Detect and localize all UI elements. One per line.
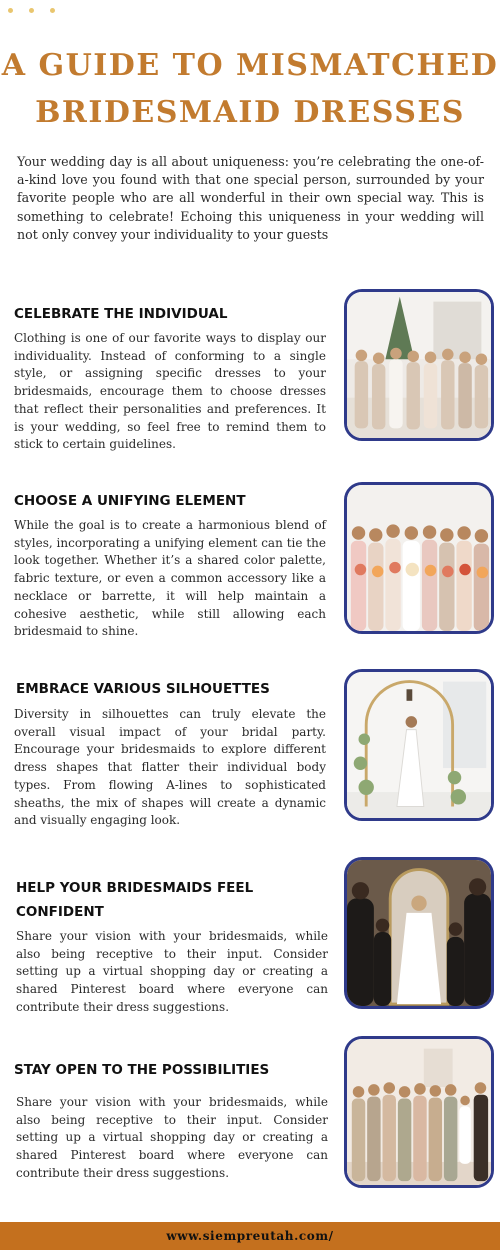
footer-bar [0, 1222, 500, 1250]
dot-icon [50, 8, 55, 13]
dot-icon [29, 8, 34, 13]
bridesmaids-bouquets-photo [344, 482, 494, 634]
section-body: Share your vision with your bridesmaids, while also being receptive to their input. Consider setting up a virtual shopping day or creating a shared Pinterest board where everyone can contribute their dress suggestions. [16, 929, 328, 1014]
bridesmaids-bridal-shop-photo [344, 1036, 494, 1188]
page-title: A GUIDE TO MISMATCHED BRIDESMAID DRESSES [1, 48, 499, 130]
section-heading: STAY OPEN TO THE POSSIBILITIES [14, 1062, 270, 1078]
section-body: Diversity in silhouettes can truly elevate the overall visual impact of your bridal party. Encourage your bridesmaids to explore different dress shapes that flatter their individual body types. From flowing A-lines to sophisticated sheaths, the mix of shapes will create a dynamic and visually engaging look. [14, 707, 326, 828]
dot-icon [8, 8, 13, 13]
bride-mirror-photo [344, 857, 494, 1009]
bride-arch-photo [344, 669, 494, 821]
website-link[interactable]: www.siempreutah.com/ [166, 1229, 334, 1243]
intro-paragraph: Your wedding day is all about uniqueness: you’re celebrating the one-of-a-kind love you found with that one special person, surrounded by your favorite people who are all wonderful in their own special way. This is something to celebrate! Echoing this uniqueness in your wedding will not only convey your individuality to your guests [17, 154, 484, 242]
section-heading: CELEBRATE THE INDIVIDUAL [14, 306, 228, 322]
section-body: Clothing is one of our favorite ways to display our individuality. Instead of conforming to a single style, or assigning specific dresses to your bridesmaids, encourage them to choose dresses that reflect their personalities and preferences. It is your wedding, so feel free to remind them to stick to certain guidelines. [14, 331, 326, 452]
section-heading: EMBRACE VARIOUS SILHOUETTES [16, 681, 270, 697]
section-heading: CHOOSE A UNIFYING ELEMENT [14, 493, 246, 509]
section-body: Share your vision with your bridesmaids, while also being receptive to their input. Consider setting up a virtual shopping day or creating a shared Pinterest board where everyone can contribute their dress suggestions. [16, 1095, 328, 1180]
bridesmaids-group-photo [344, 289, 494, 441]
section-heading: HELP YOUR BRIDESMAIDS FEEL CONFIDENT [16, 880, 254, 920]
section-body: While the goal is to create a harmonious blend of styles, incorporating a unifying element can tie the look together. Whether it’s a shared color palette, fabric texture, or even a common accessory like a necklace or barrette, it will help maintain a cohesive aesthetic, while still allowing each bridesmaid to shine. [14, 518, 326, 639]
decorative-dots [8, 8, 55, 13]
